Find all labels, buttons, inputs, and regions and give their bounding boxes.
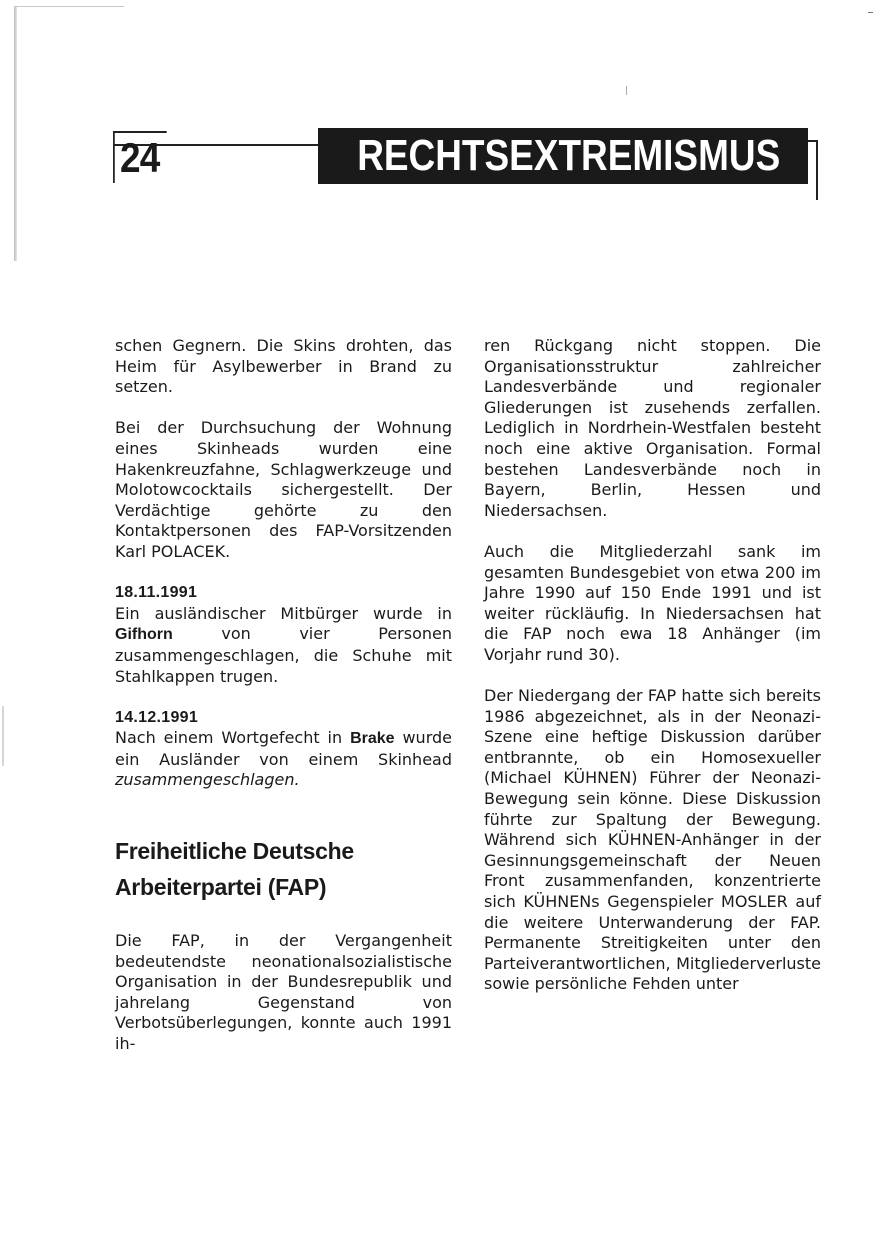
- scan-dash: [868, 12, 873, 13]
- entry-date: 14.12.1991: [115, 708, 199, 726]
- section-heading: [115, 833, 452, 905]
- entry-text: [115, 728, 452, 791]
- section-heading-line-1: Freiheitliche Deutsche: [115, 838, 354, 865]
- chapter-title-banner: [318, 128, 808, 184]
- scan-mark-left: [2, 706, 4, 766]
- right-paragraph-1: ren Rückgang nicht stoppen. Die Organisationsstruktur zahlreicher Landesverbände und regionaler Gliederungen ist zusehends zerfallen. Lediglich in Nordrhein-Westfalen besteht noch eine aktive Organisation. Formal bestehen Landesverbände noch in Bayern, Berlin, Hessen und Niedersachsen.: [484, 336, 821, 520]
- entry-text-after: von vier Personen zusammengeschlagen, die Schuhe mit Stahlkappen trugen.: [115, 624, 453, 686]
- entry-text-italic: zusammengeschlagen.: [115, 770, 300, 790]
- incident-entry-1: [115, 583, 452, 687]
- left-column: [115, 336, 452, 1075]
- right-paragraph-3: Der Niedergang der FAP hatte sich bereits 1986 abgezeichnet, als in der Neonazi-Szene eine heftige Diskussion darüber entbrannte, ob ein Homosexueller (Michael KÜHNEN) Führer der Neonazi-Bewegung sein könne. Diese Diskussion führte zur Spaltung der Bewegung. Während sich KÜHNEN-Anhänger in der Gesinnungsgemeinschaft der Neuen Front zusammenfanden, konzentrierte sich KÜHNENs Gegenspieler MOSLER auf die weitere Unterwanderung der FAP. Permanente Streitigkeiten unter den Parteiverantwortlichen, Mitgliederverluste sowie persönliche Fehden unter: [484, 686, 821, 994]
- page-number: 24: [113, 131, 166, 183]
- entry-text-after: wurde ein Ausländer von einem Skinhead: [115, 728, 452, 769]
- chapter-bracket: [808, 140, 818, 200]
- right-column: [484, 336, 821, 1016]
- entry-date: 18.11.1991: [115, 584, 198, 602]
- right-paragraph-2: Auch die Mitgliederzahl sank im gesamten Bundesgebiet von etwa 200 im Jahre 1990 auf 150 Ende 1991 und ist weiter rückläufig. In Niedersachsen hat die FAP noch ewa 18 Anhänger (im Vorjahr rund 30).: [484, 541, 821, 664]
- scan-tick: [626, 86, 627, 95]
- chapter-title: RECHTSEXTREMISMUS: [357, 131, 781, 180]
- entry-text-before: Nach einem Wortgefecht in: [115, 728, 343, 748]
- left-paragraph-2: Bei der Durchsuchung der Wohnung eines Skinheads wurden eine Hakenkreuzfahne, Schlagwerkzeuge und Molotowcocktails sichergestellt. Der Verdächtige gehörte zu den Kontaktpersonen des FAP-Vorsitzenden Karl POLACEK.: [115, 418, 452, 561]
- left-paragraph-3: Die FAP, in der Vergangenheit bedeutendste neonationalsozialistische Organisation in der Bundesrepublik und jahrelang Gegenstand von Verbotsüberlegungen, konnte auch 1991 ih-: [115, 931, 452, 1054]
- section-heading-line-2: Arbeiterpartei (FAP): [115, 874, 327, 901]
- scan-edge-left: [14, 6, 17, 261]
- entry-place: Brake: [350, 730, 395, 748]
- left-paragraph-1: schen Gegnern. Die Skins drohten, das Heim für Asylbewerber in Brand zu setzen.: [115, 336, 452, 397]
- entry-place: Gifhorn: [115, 626, 173, 644]
- incident-entry-2: [115, 708, 452, 791]
- entry-text-before: Ein ausländischer Mitbürger wurde in: [115, 603, 452, 623]
- scan-edge-top: [14, 6, 124, 7]
- entry-text: [115, 604, 452, 687]
